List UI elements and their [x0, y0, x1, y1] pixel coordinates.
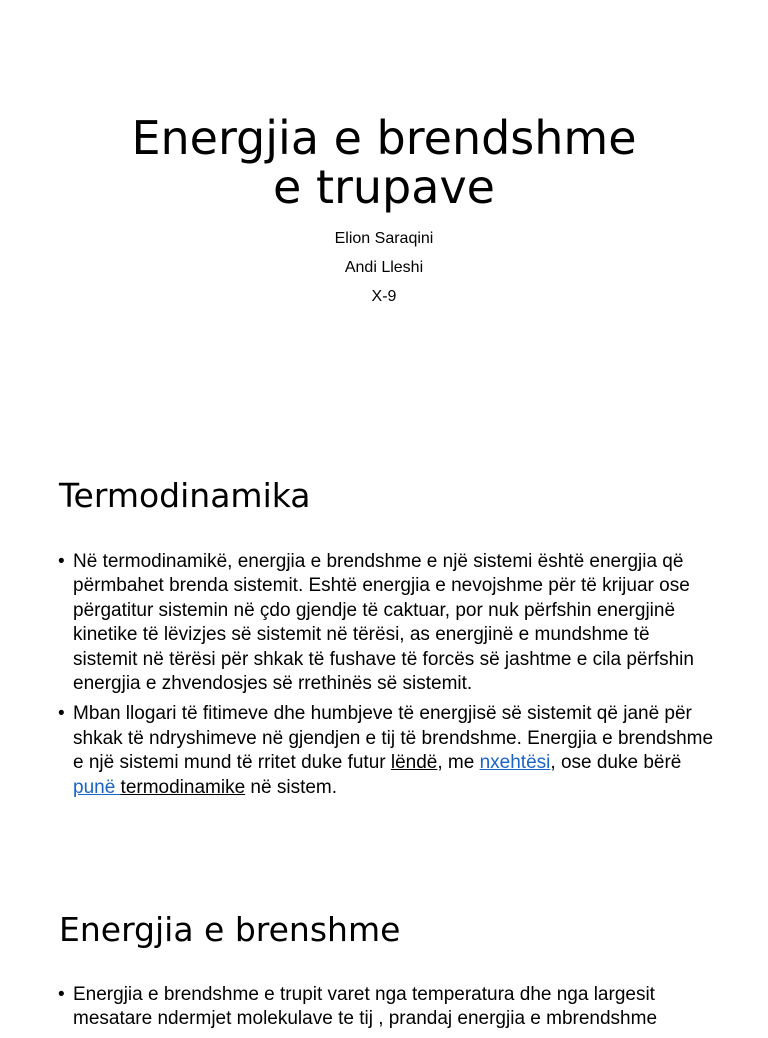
slide-title-line1: Energjia e brendshme [131, 111, 637, 165]
bullet-text-part: Mban llogari të fitimeve dhe humbjeve të energjisë së sistemit që janë për shkak të ndryshimeve në gjendjen e tij të brendshme. Energjia e brendshme e një sistemi mund të rritet duke futur [73, 703, 714, 774]
section-heading-energjia: Energjia e brenshme [59, 910, 401, 949]
bullet-list-energjia [58, 983, 718, 1038]
bullet-text: Energjia e brendshme e trupit varet nga temperatura dhe nga largesit mesatare ndermjet molekulave te tij , prandaj energjia e mbrendshme [73, 984, 658, 1030]
slide-title-line2: e trupave [273, 160, 495, 214]
link-work[interactable]: punë [73, 776, 121, 798]
bullet-dot: • [58, 551, 65, 572]
link-heat[interactable]: nxehtësi [479, 752, 551, 774]
author-name-2: Andi Lleshi [344, 259, 424, 276]
link-thermodynamic[interactable]: termodinamike [120, 776, 246, 798]
bullet-dot: • [58, 703, 65, 725]
bullet-text-part: , me [437, 752, 480, 774]
bullet-item [58, 983, 718, 1032]
author-name-1: Elion Saraqini [334, 230, 434, 247]
section-heading-termodinamika: Termodinamika [59, 476, 311, 515]
bullet-text-part: , ose duke bërë [550, 752, 682, 774]
bullet-dot: • [58, 984, 65, 1005]
class-label: X-9 [371, 288, 397, 305]
bullet-item [58, 550, 718, 696]
bullet-item [58, 702, 718, 800]
bullet-text: Në termodinamikë, energjia e brendshme e një sistemi është energjia që përmbahet brenda sistemit. Eshtë energjia e nevojshme për të krijuar ose përgatitur sistemin në çdo gjendje të caktuar, por nuk përfshin energjinë kinetike të lëvizjes së sistemit në tërësi, as energjinë e mundshme të sistemit në tërësi për shkak të fushave të forcës së jashtme e cila përfshin energjia e zhvendosjes së rrethinës së sistemit. [73, 551, 694, 695]
bullet-list-termodinamika [58, 550, 718, 806]
slide-title [60, 111, 708, 214]
bullet-text-part: në sistem. [245, 776, 338, 798]
link-matter[interactable]: lëndë [390, 752, 438, 774]
